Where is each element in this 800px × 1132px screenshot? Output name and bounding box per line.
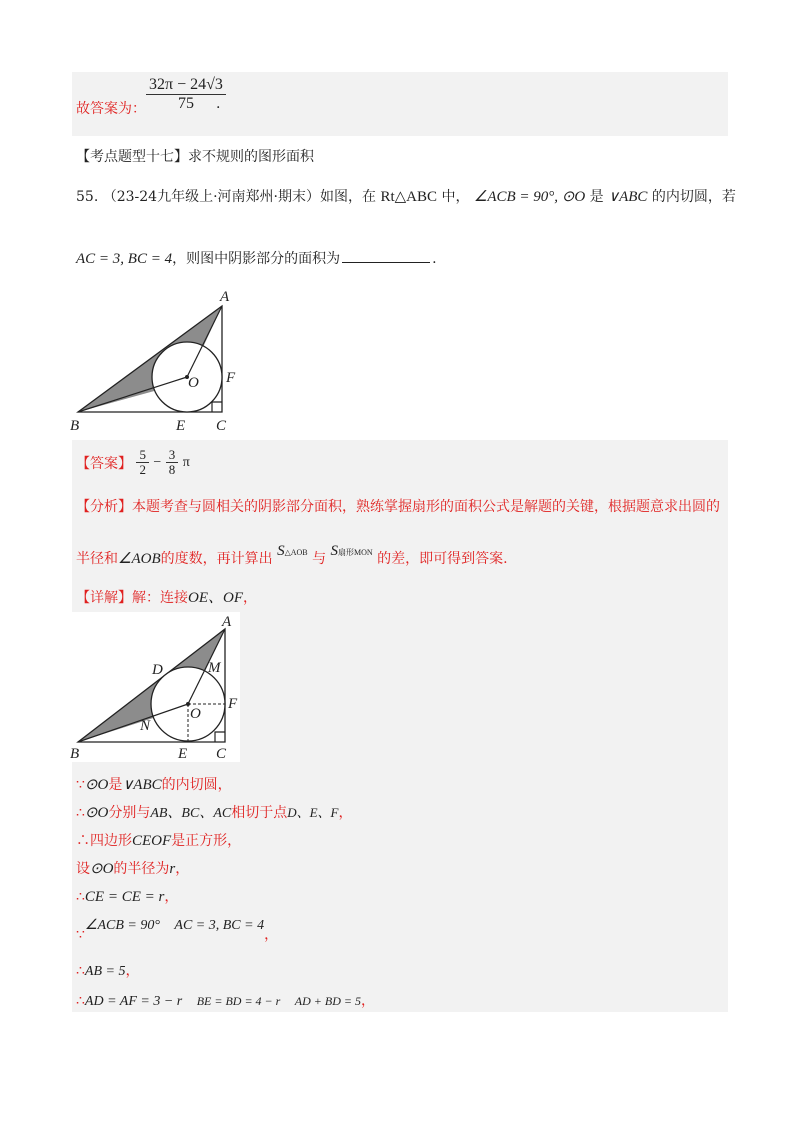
step-3-quad: CEOF [132, 833, 172, 849]
step-7-comma: ， [125, 963, 140, 979]
step-2 [76, 802, 353, 822]
step-6-givens: AC = 3, BC = 4 [174, 918, 265, 933]
step-3-text-a: 四边形 [90, 833, 132, 849]
prev-answer-label: 故答案为： [76, 101, 146, 117]
problem-condition: ∠ACB = 90°, ⊙O [473, 189, 586, 205]
problem-number: 55. [76, 189, 99, 205]
answer-f2-num: 3 [166, 448, 179, 463]
label-e-2: E [178, 746, 188, 762]
answer-blank [342, 250, 430, 263]
problem-end: . [432, 251, 437, 267]
problem-question: ，则图中阴影部分的面积为 [172, 251, 341, 267]
answer-pi: π [182, 454, 190, 470]
analysis-text-1: 本题考查与圆相关的阴影部分面积，熟练掌握扇形的面积公式是解题的关键，根据题意求出圆的 [132, 499, 720, 515]
step-8 [76, 990, 375, 1010]
detail-tag: 【详解】 [76, 590, 132, 606]
right-angle-mark-2 [215, 732, 225, 742]
label-e-1: E [176, 418, 186, 434]
detail-comma: ， [243, 590, 257, 606]
analysis-angle: ∠AOB [118, 551, 161, 567]
answer-minus: − [153, 454, 162, 470]
figure-1 [70, 285, 250, 435]
analysis-s2: S [330, 543, 339, 559]
label-m-2: M [208, 660, 221, 676]
label-b-1: B [70, 418, 80, 434]
step-4-circle: ⊙O [90, 861, 114, 877]
step-6 [76, 914, 279, 943]
step-8-comma: ， [360, 993, 375, 1009]
detail-intro: 解：连接 [132, 590, 188, 606]
analysis-s1: S [277, 543, 285, 559]
step-5-eq: CE = CE = r [84, 889, 165, 905]
step-2-comma: ， [338, 805, 353, 821]
step-4 [76, 858, 189, 878]
step-8-eq-b: BE = BD = 4 − r [196, 994, 281, 1008]
label-b-2: B [70, 746, 80, 762]
problem-tail: 的内切圆，若 [651, 189, 736, 205]
answer-tag: 【答案】 [76, 455, 132, 472]
step-3-text-b: 是正方形， [171, 833, 242, 849]
step-5 [76, 886, 178, 906]
step-2-points: D、E、F [287, 805, 339, 820]
figure-2-svg [70, 612, 240, 762]
step-5-sym: ∴ [76, 889, 85, 905]
analysis-text-2c: 与 [312, 551, 327, 567]
section-heading: 【考点题型十七】求不规则的图形面积 [76, 149, 314, 165]
step-1-text-b: 的内切圆， [161, 777, 232, 793]
step-2-sym: ∴ [76, 805, 85, 821]
answer-f2-den: 8 [168, 462, 176, 478]
label-f-1: F [226, 370, 236, 386]
step-1 [76, 774, 232, 794]
label-o-2: O [190, 706, 201, 722]
step-8-eq-c: AD + BD = 5 [294, 994, 361, 1008]
analysis-line-1 [76, 496, 720, 516]
problem-mid1: 中， [441, 189, 470, 205]
step-2-text-b: 相切于点 [231, 805, 288, 821]
label-n-2: N [140, 718, 151, 734]
detail-line [76, 586, 257, 607]
analysis-tag: 【分析】 [76, 499, 132, 515]
prev-answer-numerator: 32π − 24√3 [146, 76, 226, 95]
step-1-text-a: 是 [108, 777, 123, 793]
step-4-radius: r [169, 861, 176, 877]
step-1-circle: ⊙O [84, 777, 109, 793]
step-2-circle: ⊙O [84, 805, 109, 821]
step-5-comma: ， [164, 889, 179, 905]
step-8-sym: ∴ [76, 993, 85, 1009]
step-2-text-a: 分别与 [108, 805, 151, 821]
answer-line [76, 448, 190, 478]
step-3-sym: ∴ [76, 833, 90, 849]
problem-line-2 [76, 248, 437, 268]
label-a-1: A [220, 289, 230, 305]
analysis-text-2d: 的差，即可得到答案. [377, 551, 508, 567]
step-6-angle: ∠ACB = 90° [84, 918, 160, 933]
label-c-2: C [216, 746, 227, 762]
analysis-line-2 [76, 543, 508, 568]
analysis-s2-sub: 扇形MON [338, 548, 373, 557]
label-o-1: O [188, 375, 199, 391]
problem-rt-triangle: Rt△ABC [380, 189, 437, 205]
step-8-eq-a: AD = AF = 3 − r [84, 994, 183, 1009]
problem-source: （23-24九年级上·河南郑州·期末）如图，在 [102, 189, 376, 205]
step-1-triangle: ∨ABC [122, 777, 162, 793]
answer-f1-num: 5 [136, 448, 149, 463]
step-3 [76, 830, 241, 850]
problem-line-1 [76, 186, 736, 206]
prev-answer-period: . [216, 96, 221, 112]
prev-answer-fraction [146, 76, 226, 112]
figure-1-svg [70, 285, 250, 435]
step-4-comma: ， [175, 861, 190, 877]
step-6-comma: ， [264, 927, 279, 943]
label-d-2: D [152, 662, 163, 678]
step-7-sym: ∴ [76, 963, 85, 979]
problem-triangle: ∨ABC [608, 189, 648, 205]
label-c-1: C [216, 418, 227, 434]
detail-segments: OE、OF [188, 590, 243, 606]
analysis-text-2a: 半径和 [76, 551, 118, 567]
step-7-eq: AB = 5 [84, 964, 126, 979]
analysis-text-2b: 的度数，再计算出 [160, 551, 273, 567]
figure-2 [70, 612, 240, 762]
label-f-2: F [228, 696, 238, 712]
label-a-2: A [222, 614, 232, 630]
step-1-sym: ∵ [76, 777, 85, 793]
right-angle-mark-1 [212, 402, 222, 412]
step-7 [76, 960, 139, 980]
analysis-s1-sub: △AOB [284, 548, 308, 557]
answer-f1-den: 2 [139, 462, 146, 478]
step-4-sym: 设 [76, 861, 90, 877]
step-4-text-a: 的半径为 [113, 861, 170, 877]
problem-mid2: 是 [589, 189, 604, 205]
step-2-sides: AB、BC、AC [150, 806, 232, 821]
problem-givens: AC = 3, BC = 4 [76, 251, 173, 267]
step-6-sym: ∵ [76, 927, 85, 943]
prev-answer-denominator: 75 [177, 94, 194, 112]
